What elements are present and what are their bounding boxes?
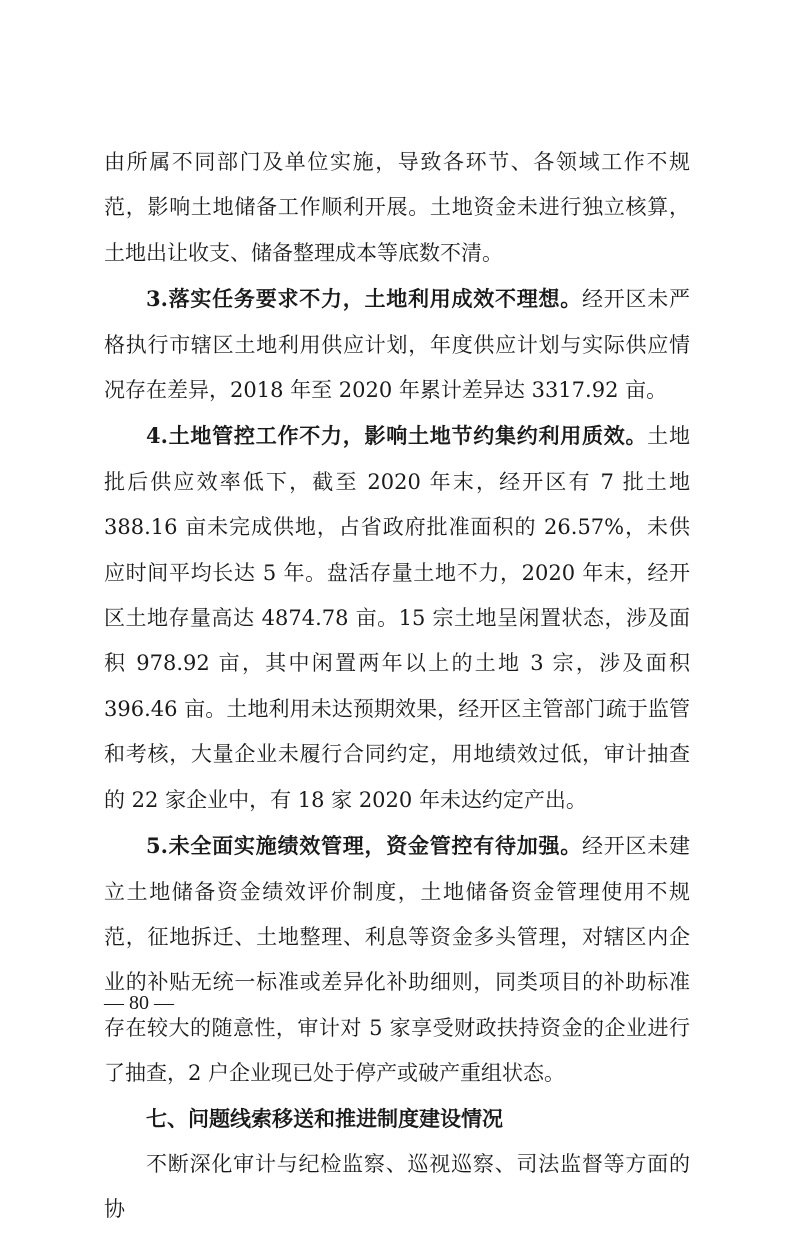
paragraph-4-text: 经开区未建立土地储备资金绩效评价制度，土地储备资金管理使用不规范，征地拆迁、土地整理、利息等资金多头管理，对辖区内企业的补贴无统一标准或差异化补助细则，同类项目的补助标准存在较大的随意性，审计对 5 家享受财政扶持资金的企业进行了抽查，2 户企业现已处于停产或破产重组状态。 xyxy=(104,834,691,1086)
paragraph-4 xyxy=(104,823,690,1096)
paragraph-3 xyxy=(104,413,690,823)
paragraph-2-lead: 3.落实任务要求不力，土地利用成效不理想。 xyxy=(146,286,582,312)
paragraph-2-text: 经开区未严格执行市辖区土地利用供应计划，年度供应计划与实际供应情况存在差异，2018 年至 2020 年累计差异达 3317.92 亩。 xyxy=(104,287,691,403)
page-number: — 80 — xyxy=(104,992,174,1014)
paragraph-3-lead: 4.土地管控工作不力，影响土地节约集约利用质效。 xyxy=(146,423,648,449)
paragraph-1 xyxy=(104,140,690,276)
document-body xyxy=(104,140,690,1233)
paragraph-1-text: 由所属不同部门及单位实施，导致各环节、各领域工作不规范，影响土地储备工作顺利开展。土地资金未进行独立核算，土地出让收支、储备整理成本等底数不清。 xyxy=(104,150,690,265)
paragraph-4-lead: 5.未全面实施绩效管理，资金管控有待加强。 xyxy=(146,833,582,859)
paragraph-5: 不断深化审计与纪检监察、巡视巡察、司法监督等方面的协 xyxy=(104,1151,690,1222)
paragraph-2 xyxy=(104,276,690,413)
paragraph-3-text: 土地批后供应效率低下，截至 2020 年末，经开区有 7 批土地 388.16 亩未完成供地，占省政府批准面积的 26.57%，未供应时间平均长达 5 年。盘活存量土地不力，2020 年末，经开区土地存量高达 4874.78 亩。15 宗土地呈闲置状态，涉及面积 978.92 亩，其中闲置两年以上的土地 3 宗，涉及面积 396.46 亩。土地利用未达预期效果，经开区主管部门疏于监管和考核，大量企业未履行合同约定，用地绩效过低，审计抽查的 22 家企业中，有 18 家 2020 年未达约定产出。 xyxy=(104,424,691,812)
section-heading: 七、问题线索移送和推进制度建设情况 xyxy=(146,1106,503,1131)
